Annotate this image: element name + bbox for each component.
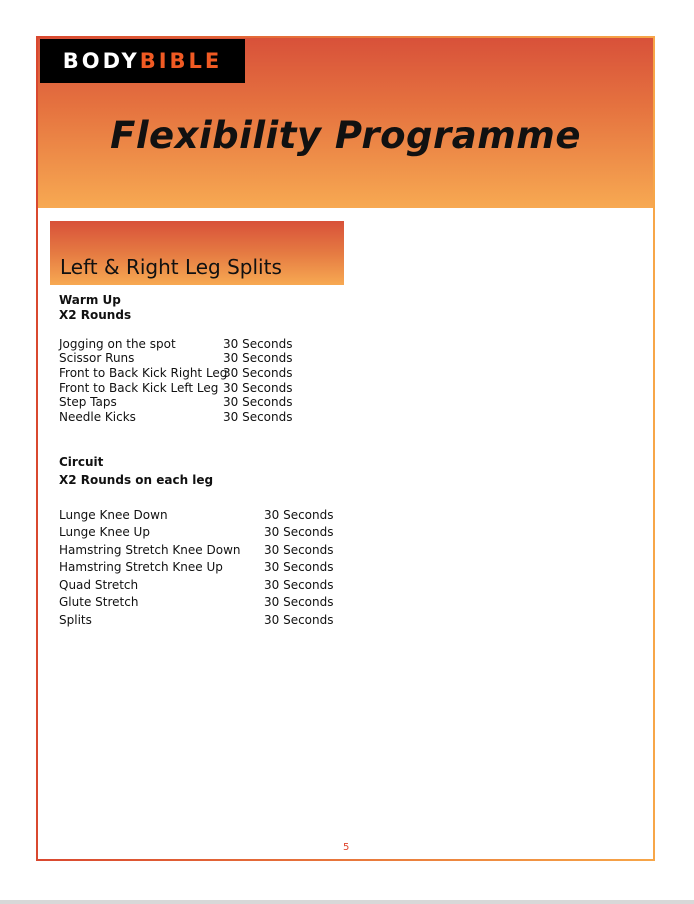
exercise-duration: 30 Seconds — [223, 351, 293, 366]
circuit-heading: Circuit — [59, 455, 104, 469]
exercise-name: Glute Stretch — [59, 595, 139, 609]
exercise-row — [59, 559, 334, 577]
exercise-row — [59, 594, 334, 612]
warmup-rounds: X2 Rounds — [59, 307, 132, 322]
exercise-duration: 30 Seconds — [223, 365, 293, 380]
exercise-duration: 30 Seconds — [264, 595, 334, 609]
exercise-duration: 30 Seconds — [223, 336, 293, 351]
exercise-name: Front to Back Kick Left Leg — [59, 380, 219, 395]
exercise-row — [59, 542, 334, 560]
exercise-duration: 30 Seconds — [264, 560, 334, 574]
exercise-row — [59, 381, 293, 396]
exercise-row — [59, 395, 293, 410]
exercise-duration: 30 Seconds — [264, 577, 334, 592]
exercise-name: Step Taps — [59, 395, 117, 410]
page-number: 5 — [343, 842, 350, 853]
warmup-heading: Warm Up — [59, 293, 121, 307]
warmup-section — [59, 293, 293, 424]
exercise-duration: 30 Seconds — [264, 507, 334, 522]
exercise-duration: 30 Seconds — [264, 612, 334, 627]
exercise-name: Hamstring Stretch Knee Up — [59, 560, 223, 574]
exercise-row — [59, 612, 334, 630]
exercise-duration: 30 Seconds — [264, 525, 334, 539]
exercise-row — [59, 507, 334, 525]
exercise-row — [59, 337, 293, 352]
exercise-name: Quad Stretch — [59, 577, 139, 592]
exercise-name: Needle Kicks — [59, 409, 136, 424]
exercise-duration: 30 Seconds — [223, 409, 293, 424]
logo-text-body: BODY — [62, 49, 140, 73]
page-title: Flexibility Programme — [110, 114, 581, 157]
exercise-name: Splits — [59, 612, 92, 627]
bodybible-logo — [40, 39, 245, 83]
exercise-name: Hamstring Stretch Knee Down — [59, 542, 241, 557]
exercise-duration: 30 Seconds — [223, 395, 293, 410]
exercise-row — [59, 366, 293, 381]
exercise-name: Lunge Knee Down — [59, 507, 168, 522]
exercise-name: Scissor Runs — [59, 351, 135, 366]
viewer-bottom-edge — [0, 900, 694, 904]
circuit-section — [59, 454, 334, 629]
exercise-duration: 30 Seconds — [264, 542, 334, 557]
exercise-name: Jogging on the spot — [59, 336, 176, 351]
section-title: Left & Right Leg Splits — [60, 255, 282, 279]
exercise-row — [59, 577, 334, 595]
section-header — [50, 221, 344, 285]
exercise-row — [59, 410, 293, 425]
exercise-row — [59, 524, 334, 542]
exercise-name: Lunge Knee Up — [59, 525, 150, 539]
exercise-duration: 30 Seconds — [223, 380, 293, 395]
document-page — [36, 36, 655, 861]
circuit-rounds: X2 Rounds on each leg — [59, 472, 214, 487]
exercise-row — [59, 351, 293, 366]
logo-text-bible: BIBLE — [139, 49, 223, 73]
page-header — [38, 38, 653, 208]
exercise-name: Front to Back Kick Right Leg — [59, 365, 228, 380]
